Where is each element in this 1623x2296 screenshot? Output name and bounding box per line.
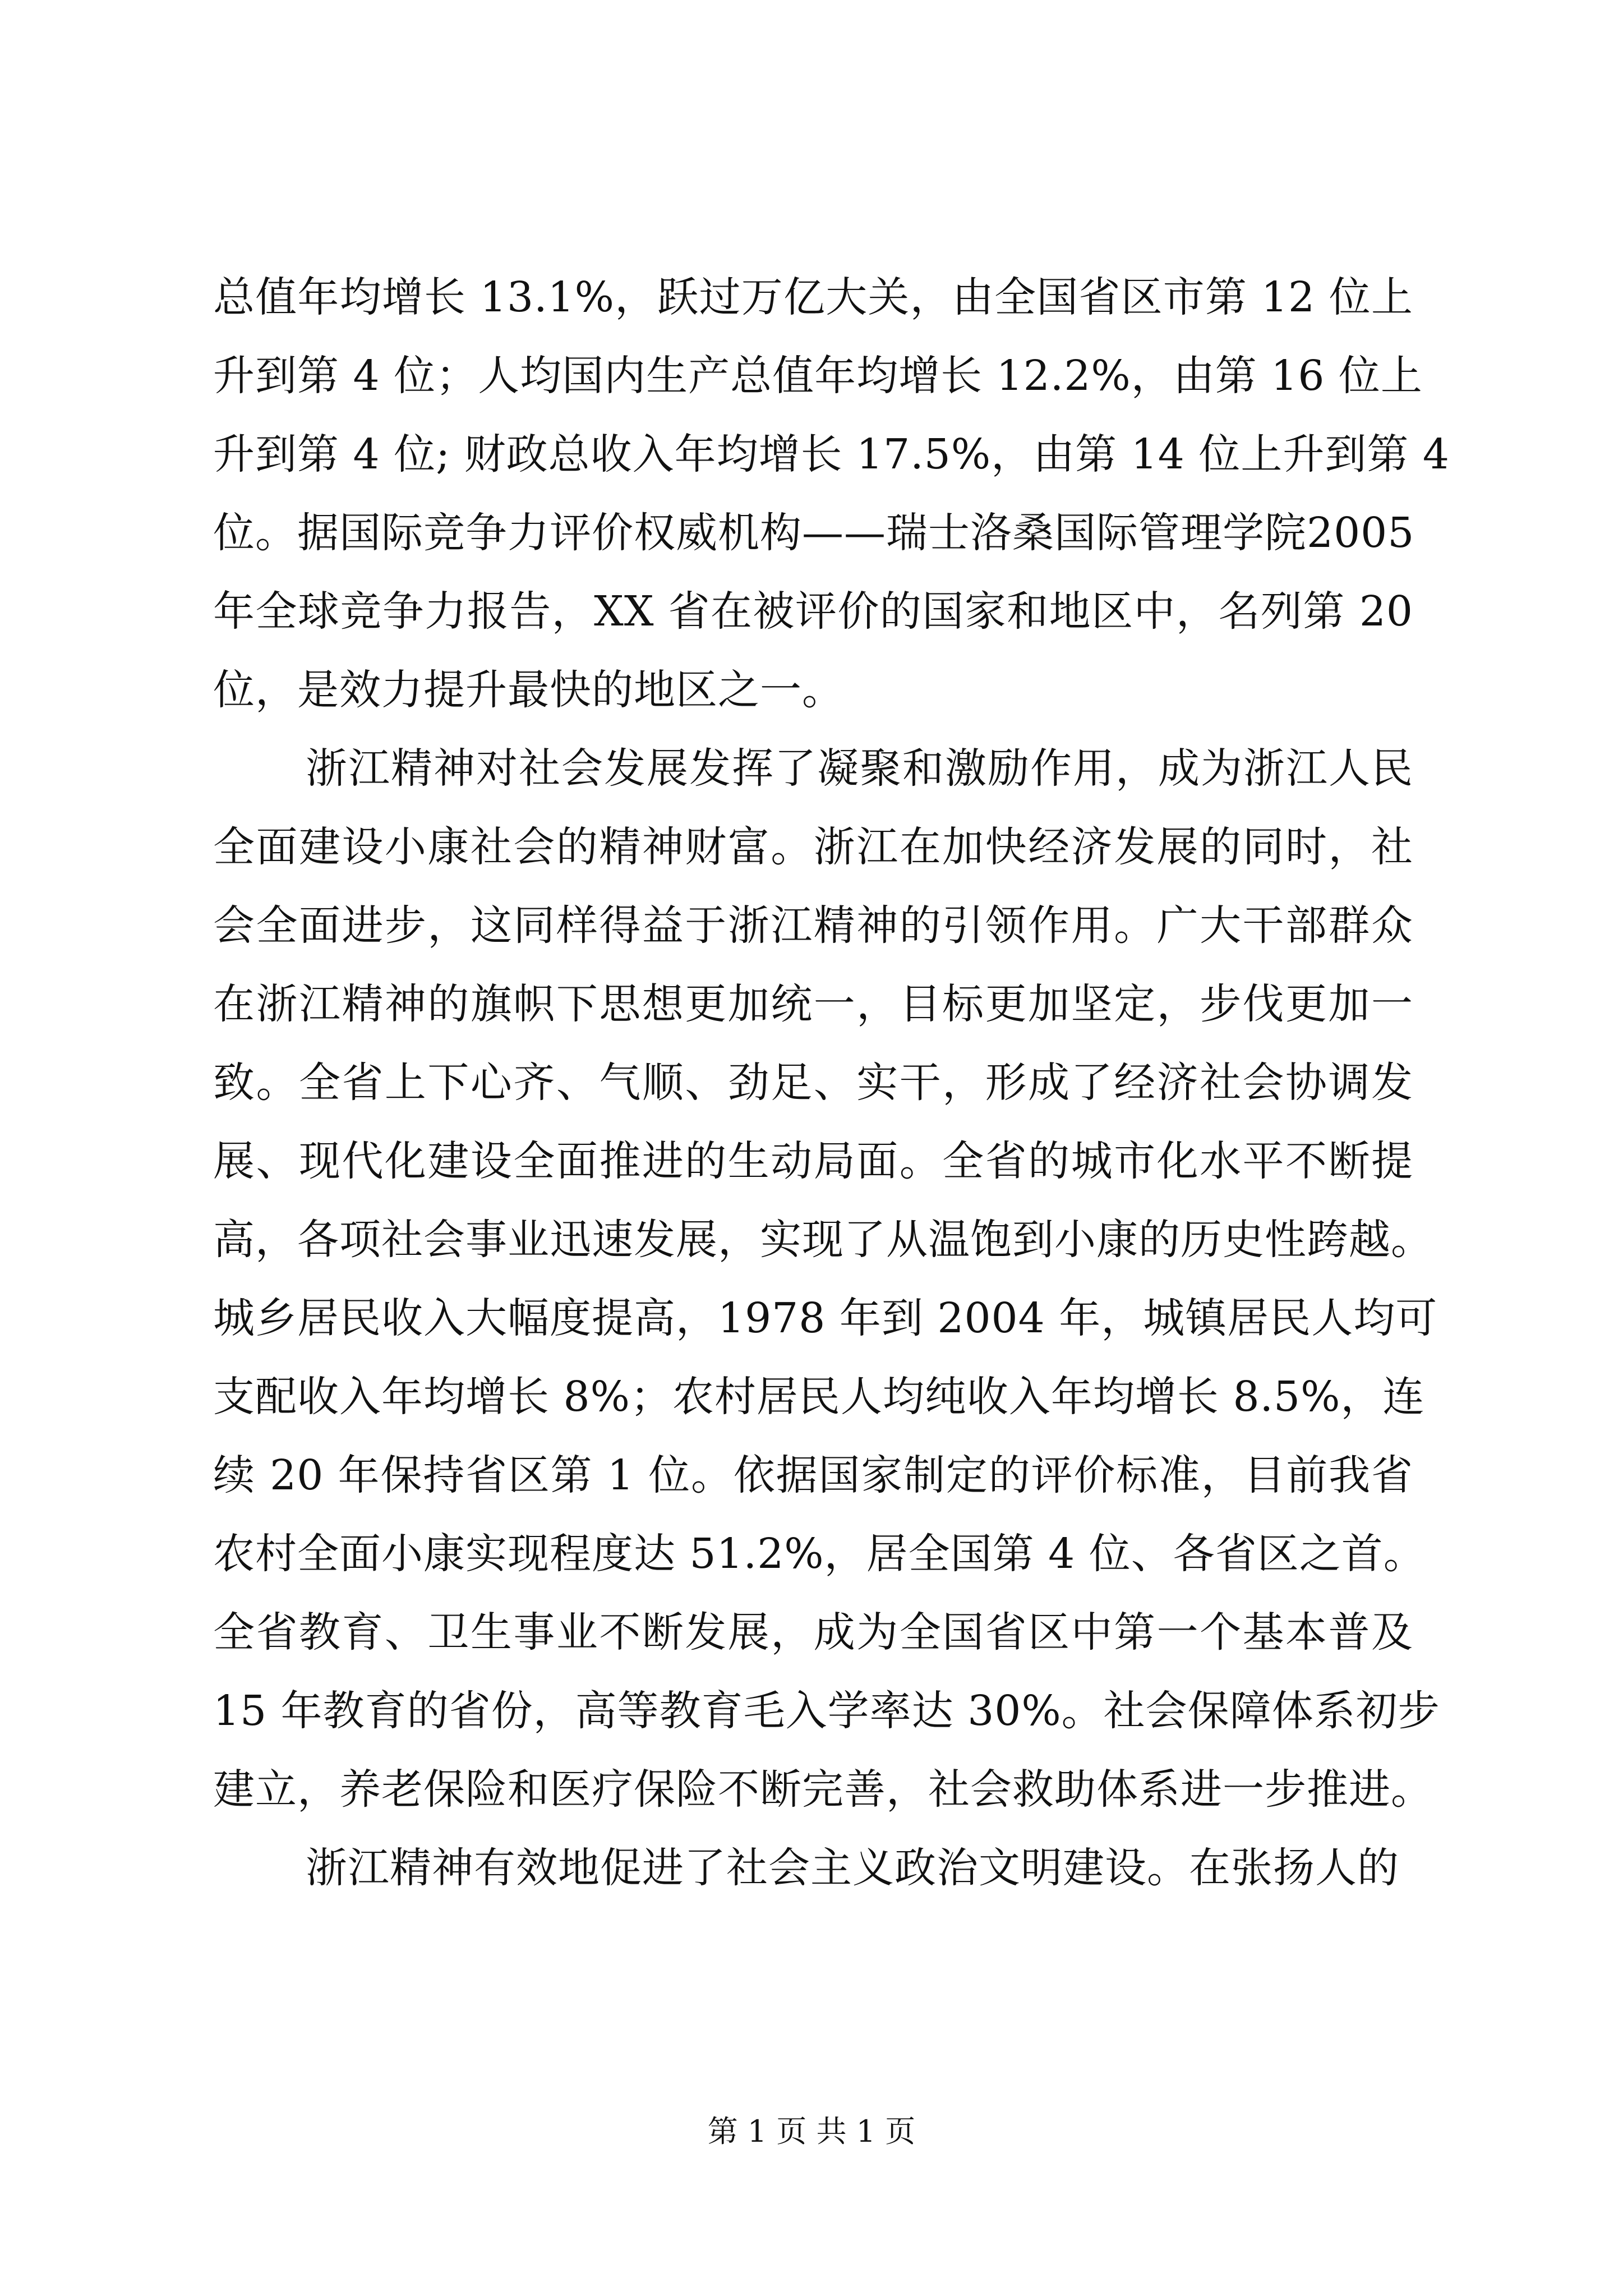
text-line: 会全面进步，这同样得益于浙江精神的引领作用。广大干部群众 xyxy=(213,901,1413,950)
text-line: 在浙江精神的旗帜下思想更加统一，目标更加坚定，步伐更加一 xyxy=(213,980,1413,1028)
text-line: 全省教育、卫生事业不断发展，成为全国省区中第一个基本普及 xyxy=(213,1608,1413,1657)
text-line: 升到第 4 位；人均国内生产总值年均增长 12.2%，由第 16 位上 xyxy=(213,352,1423,400)
text-line: 致。全省上下心齐、气顺、劲足、实干，形成了经济社会协调发 xyxy=(213,1059,1413,1107)
text-line: 城乡居民收入大幅度提高，1978 年到 2004 年，城镇居民人均可 xyxy=(213,1294,1438,1342)
text-line: 15 年教育的省份，高等教育毛入学率达 30%。社会保障体系初步 xyxy=(213,1687,1440,1735)
text-line: 总值年均增长 13.1%，跃过万亿大关，由全国省区市第 12 位上 xyxy=(213,273,1413,321)
paragraph-first-line: 浙江精神对社会发展发挥了凝聚和激励作用，成为浙江人民 xyxy=(306,744,1413,793)
text-line: 高，各项社会事业迅速发展，实现了从温饱到小康的历史性跨越。 xyxy=(213,1216,1433,1264)
text-line: 位，是效力提升最快的地区之一。 xyxy=(213,666,844,714)
text-line: 建立，养老保险和医疗保险不断完善，社会救助体系进一步推进。 xyxy=(213,1765,1433,1814)
text-line: 农村全面小康实现程度达 51.2%，居全国第 4 位、各省区之首。 xyxy=(213,1530,1426,1578)
page-footer: 第 1 页 共 1 页 xyxy=(707,2114,916,2149)
text-line: 支配收入年均增长 8%；农村居民人均纯收入年均增长 8.5%，连 xyxy=(213,1373,1425,1421)
text-line: 展、现代化建设全面推进的生动局面。全省的城市化水平不断提 xyxy=(213,1137,1413,1185)
text-line: 升到第 4 位; 财政总收入年均增长 17.5%，由第 14 位上升到第 4 xyxy=(213,430,1450,478)
text-line: 全面建设小康社会的精神财富。浙江在加快经济发展的同时，社 xyxy=(213,823,1413,871)
text-line: 年全球竞争力报告，XX 省在被评价的国家和地区中，名列第 20 xyxy=(213,587,1413,636)
text-line: 续 20 年保持省区第 1 位。依据国家制定的评价标准，目前我省 xyxy=(213,1451,1413,1499)
paragraph-first-line: 浙江精神有效地促进了社会主义政治文明建设。在张扬人的 xyxy=(306,1844,1399,1892)
text-line: 位。据国际竞争力评价权威机构——瑞士洛桑国际管理学院2005 xyxy=(213,509,1415,557)
